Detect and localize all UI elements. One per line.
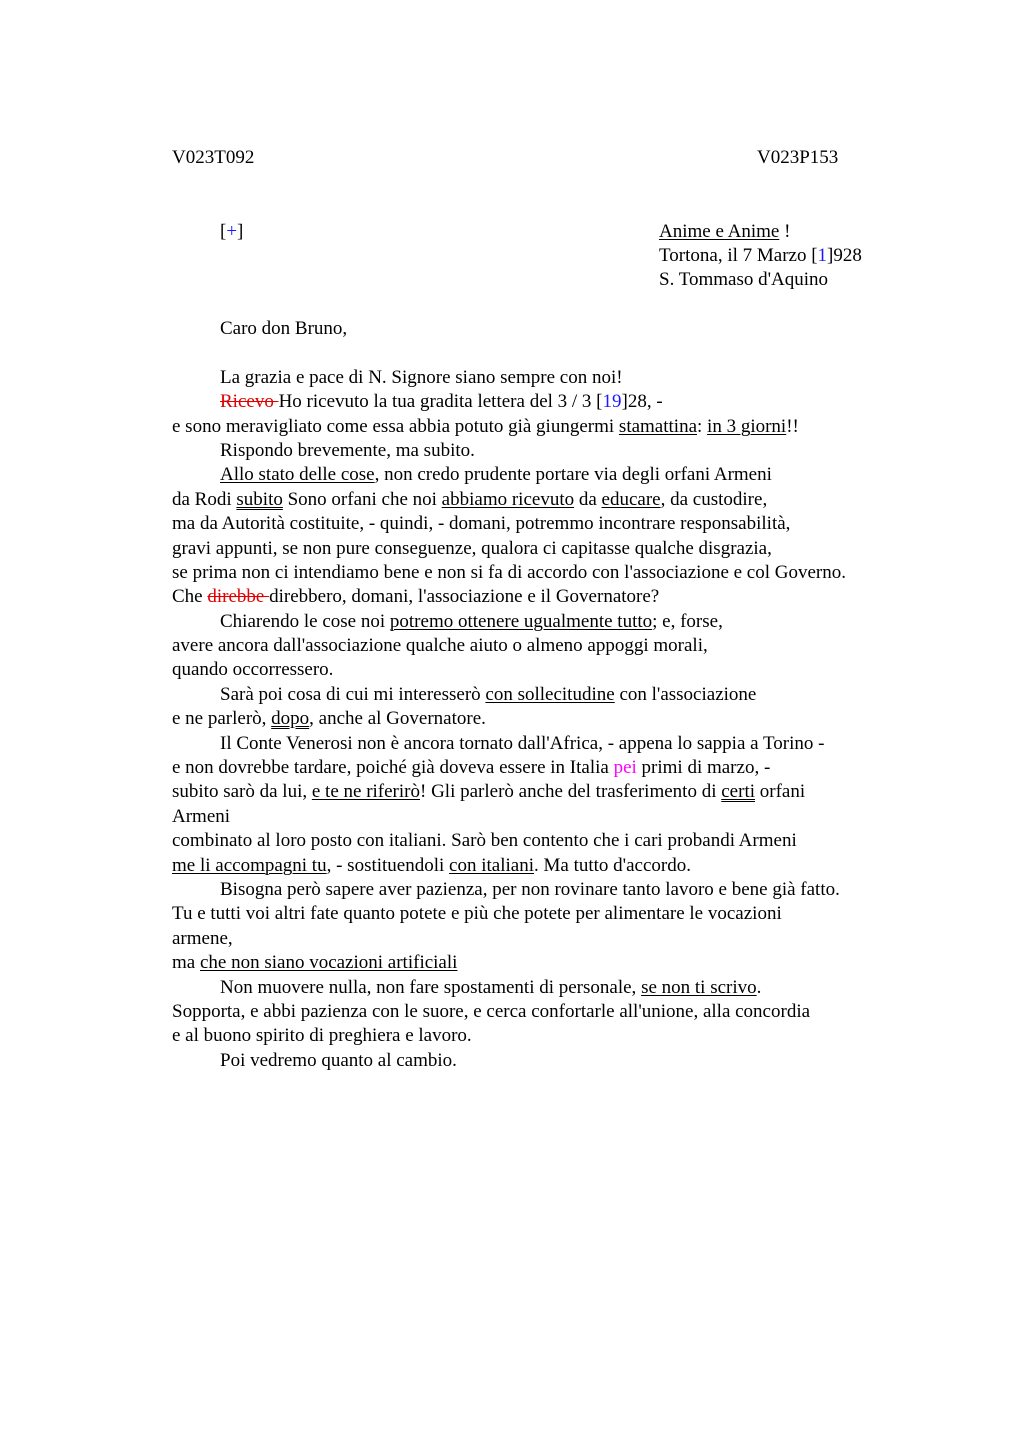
text-line <box>172 463 912 487</box>
underlined-text: abbiamo ricevuto <box>441 488 575 510</box>
underlined-text: educare <box>601 488 661 510</box>
text-span: ! Gli parlerò anche del trasferimento di <box>420 781 722 803</box>
underlined-text: in 3 giorni <box>707 415 787 437</box>
text-line: gravi appunti, se non pure conseguenze, qualora ci capitasse qualche disgrazia, <box>172 537 772 559</box>
deleted-word: direbbe <box>207 586 270 608</box>
text-span: , da custodire, <box>660 488 768 510</box>
text-line: se prima non ci intendiamo bene e non si fa di accordo con l'associazione e col Governo. <box>172 561 846 583</box>
date-part: Tortona, il 7 Marzo [ <box>659 245 818 266</box>
text-line <box>172 610 912 634</box>
double-underlined-text: dopo <box>271 708 310 730</box>
text-span: , - sostituendoli <box>326 854 450 876</box>
text-line <box>172 415 912 439</box>
date-part: ]928 <box>827 245 862 266</box>
text-span: : <box>697 415 708 437</box>
text-line: e al buono spirito di preghiera e lavoro. <box>172 1025 472 1047</box>
text-line <box>172 854 912 878</box>
motto: Anime e Anime <box>659 221 780 242</box>
text-line <box>172 976 912 1000</box>
underlined-text: me li accompagni tu <box>172 854 327 876</box>
text-line <box>172 488 912 512</box>
text-span: da Rodi <box>172 488 237 510</box>
text-span: ma <box>172 952 200 974</box>
text-line <box>172 756 912 780</box>
deleted-word: Ricevo <box>220 391 279 413</box>
text-span: Non muovere nulla, non fare spostamenti di personale, <box>220 976 642 998</box>
text-line <box>172 951 912 975</box>
underlined-text: con italiani <box>449 854 534 876</box>
motto-tail: ! <box>779 221 791 242</box>
text-line: quando occorressero. <box>172 659 334 681</box>
text-span: . Ma tutto d'accordo. <box>534 854 691 876</box>
underlined-text: potremo ottenere ugualmente tutto <box>389 610 653 632</box>
text-line: combinato al loro posto con italiani. Sarò ben contento che i cari probandi Armeni <box>172 830 797 852</box>
text-line <box>172 585 912 609</box>
text-line: armene, <box>172 927 233 949</box>
highlighted-word: pei <box>613 757 637 779</box>
cross-mark <box>220 220 243 244</box>
text-span: Sono orfani che noi <box>282 488 442 510</box>
text-span: , non credo prudente portare via degli orfani Armeni <box>374 464 772 486</box>
text-span: . <box>756 976 762 998</box>
text-line: Rispondo brevemente, ma subito. <box>220 439 475 461</box>
text-span: direbbero, domani, l'associazione e il Governatore? <box>269 586 660 608</box>
underlined-text: stamattina <box>618 415 698 437</box>
text-line <box>172 780 912 804</box>
text-span: ; e, forse, <box>652 610 723 632</box>
editorial-insert: 19 <box>602 391 622 413</box>
text-line: ma da Autorità costituite, - quindi, - domani, potremmo incontrare responsabilità, <box>172 513 791 535</box>
text-line: Poi vedremo quanto al cambio. <box>220 1049 457 1071</box>
text-span: Chiarendo le cose noi <box>220 610 390 632</box>
letter-body <box>172 317 912 1073</box>
text-span: con l'associazione <box>614 683 757 705</box>
motto-line <box>659 220 862 244</box>
double-underlined-text: subito <box>236 488 283 510</box>
text-line <box>172 707 912 731</box>
underlined-text: se non ti scrivo <box>641 976 757 998</box>
underlined-text: e te ne riferirò <box>311 781 420 803</box>
text-line <box>172 390 912 414</box>
text-line: Tu e tutti voi altri fate quanto potete e più che potete per alimentare le vocazioni <box>172 903 782 925</box>
text-span: !! <box>786 415 799 437</box>
text-span: orfani <box>755 781 806 803</box>
text-span: e non dovrebbe tardare, poiché già doveva essere in Italia <box>172 757 614 779</box>
bracket-open: [ <box>220 221 227 242</box>
date-editorial: 1 <box>817 245 828 266</box>
text-line <box>172 683 912 707</box>
document-code-left: V023T092 <box>172 147 255 168</box>
saint-line: S. Tommaso d'Aquino <box>659 269 829 290</box>
text-span: e sono meravigliato come essa abbia potuto già giungermi <box>172 415 619 437</box>
date-line <box>659 244 862 268</box>
text-line: avere ancora dall'associazione qualche aiuto o almeno appoggi morali, <box>172 635 708 657</box>
text-line: Il Conte Venerosi non è ancora tornato dall'Africa, - appena lo sappia a Torino - <box>220 732 825 754</box>
text-span: ]28, - <box>621 391 663 413</box>
text-span: subito sarò da lui, <box>172 781 312 803</box>
underlined-text: con sollecitudine <box>485 683 615 705</box>
text-line: Bisogna però sapere aver pazienza, per non rovinare tanto lavoro e bene già fatto. <box>220 878 840 900</box>
document-code-right: V023P153 <box>757 147 839 168</box>
underlined-text: Allo stato delle cose <box>220 464 375 486</box>
salutation: Caro don Bruno, <box>220 318 348 339</box>
text-line: La grazia e pace di N. Signore siano sempre con noi! <box>220 366 623 388</box>
text-line: Sopporta, e abbi pazienza con le suore, e cerca confortarle all'unione, alla concordia <box>172 1000 811 1022</box>
text-span: e ne parlerò, <box>172 708 272 730</box>
double-underlined-text: certi <box>721 781 756 803</box>
cross-symbol: + <box>226 221 238 242</box>
text-span: Sarà poi cosa di cui mi interesserò <box>220 683 486 705</box>
text-span: Che <box>172 586 208 608</box>
text-span: Ho ricevuto la tua gradita lettera del 3 / 3 [ <box>278 391 603 413</box>
bracket-close: ] <box>237 221 244 242</box>
spacer <box>172 341 912 365</box>
underlined-text: che non siano vocazioni artificiali <box>199 952 458 974</box>
text-span: primi di marzo, - <box>636 757 771 779</box>
letter-heading <box>659 220 862 292</box>
text-line: Armeni <box>172 805 231 827</box>
text-span: da <box>574 488 602 510</box>
text-span: , anche al Governatore. <box>309 708 486 730</box>
